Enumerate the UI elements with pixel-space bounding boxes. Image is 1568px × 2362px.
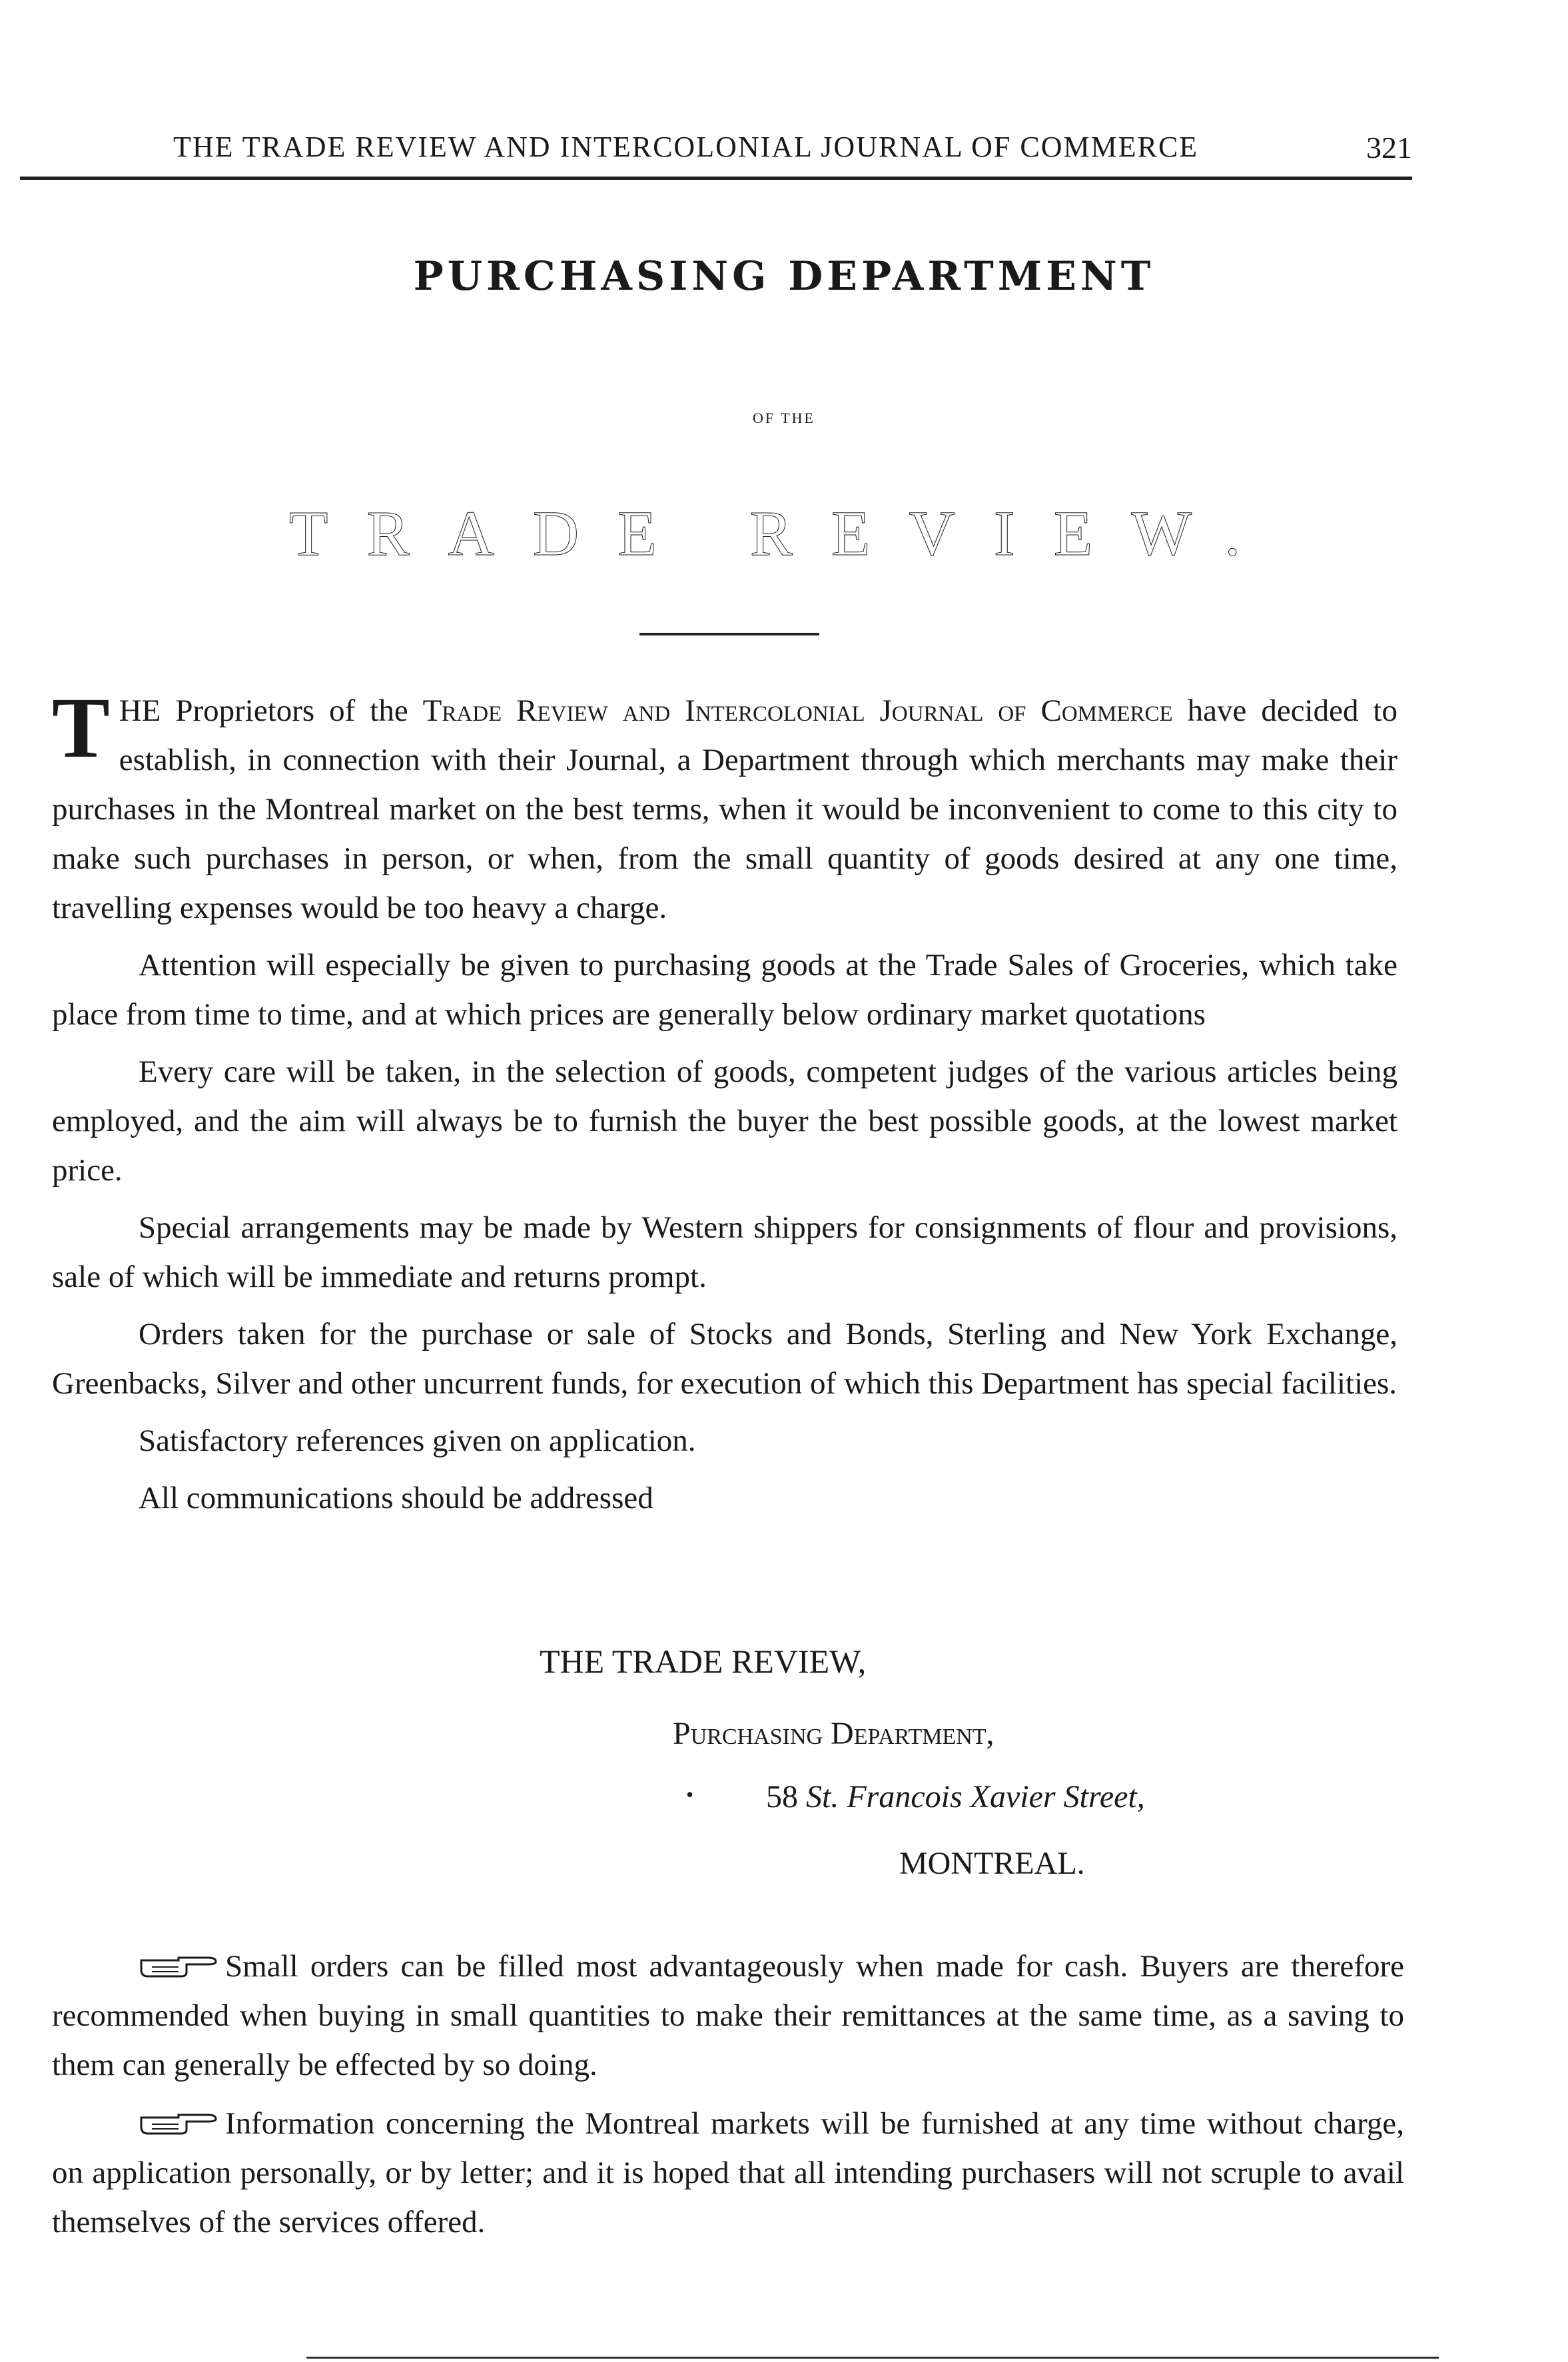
paragraph-communications: All communications should be addressed xyxy=(139,1481,653,1515)
running-title: THE TRADE REVIEW AND INTERCOLONIAL JOURNAL OF COMMERCE xyxy=(173,131,1199,163)
bottom-rule xyxy=(306,2357,1439,2359)
body-text xyxy=(52,680,1397,1531)
paragraph-intro xyxy=(52,680,1397,933)
heading-trade-review: TRADE REVIEW. xyxy=(288,498,1280,569)
paragraph-attention: Attention will especially be given to purchasing goods at the Trade Sales of Groceries, which take place from time to time, and at which prices are generally below ordinary market quotations xyxy=(52,948,1397,1032)
note-small-orders-text: Small orders can be filled most advantageously when made for cash. Buyers are therefore recommended when buying in small quantities to make their remittances at the same time, as a saving to them can generally be effected by so doing. xyxy=(52,1949,1404,2082)
running-head xyxy=(20,130,1412,180)
paragraph-orders: Orders taken for the purchase or sale of Stocks and Bonds, Sterling and New York Exchange, Greenbacks, Silver and other uncurrent funds, for execution of which this Department has special facilities. xyxy=(52,1317,1397,1401)
note-small-orders xyxy=(52,1942,1404,2090)
paragraph-special: Special arrangements may be made by Western shippers for consignments of flour and provisions, sale of which will be immediate and returns prompt. xyxy=(52,1210,1397,1294)
address-number: 58 xyxy=(766,1779,798,1814)
paragraph-care: Every care will be taken, in the selection of goods, competent judges of the various articles being employed, and the aim will always be to furnish the buyer the best possible goods, at the lowest market price. xyxy=(52,1054,1397,1188)
heading-of-the: OF THE xyxy=(753,410,815,426)
intro-start: HE Proprietors of the xyxy=(119,693,423,728)
paragraph-references: Satisfactory references given on application. xyxy=(139,1423,696,1458)
note-information xyxy=(52,2099,1404,2247)
drop-cap: T xyxy=(52,680,110,776)
page-number: 321 xyxy=(1366,131,1412,165)
address-name: THE TRADE REVIEW, xyxy=(540,1643,867,1680)
notes xyxy=(52,1942,1404,2256)
journal-name: Trade Review and Intercolonial Journal of Commerce xyxy=(422,693,1173,728)
bullet-icon: • xyxy=(686,1782,694,1806)
address-department: Purchasing Department, xyxy=(673,1716,994,1751)
intro-rest: have decided to establish, in connection with their Journal, a Department through which merchants may make their purchases in the Montreal market on the best terms, when it would be inconvenient to come to this city to make such purchases in person, or when, from the small quantity of goods desired at any one time, travelling expenses would be too heavy a charge. xyxy=(52,693,1397,925)
pointing-hand-icon xyxy=(139,2110,218,2136)
note-information-text: Information concerning the Montreal markets will be furnished at any time without charge, on application personally, or by letter; and it is hoped that all intending purchasers will not scruple to avail themselves of the services offered. xyxy=(52,2106,1404,2239)
pointing-hand-icon xyxy=(139,1952,218,1979)
address-city: MONTREAL. xyxy=(899,1846,1085,1881)
heading-purchasing-department: PURCHASING DEPARTMENT xyxy=(413,253,1155,300)
heading-rule xyxy=(639,633,819,635)
address-street xyxy=(0,1778,1568,1815)
address-street-name: St. Francois Xavier Street, xyxy=(806,1779,1145,1814)
